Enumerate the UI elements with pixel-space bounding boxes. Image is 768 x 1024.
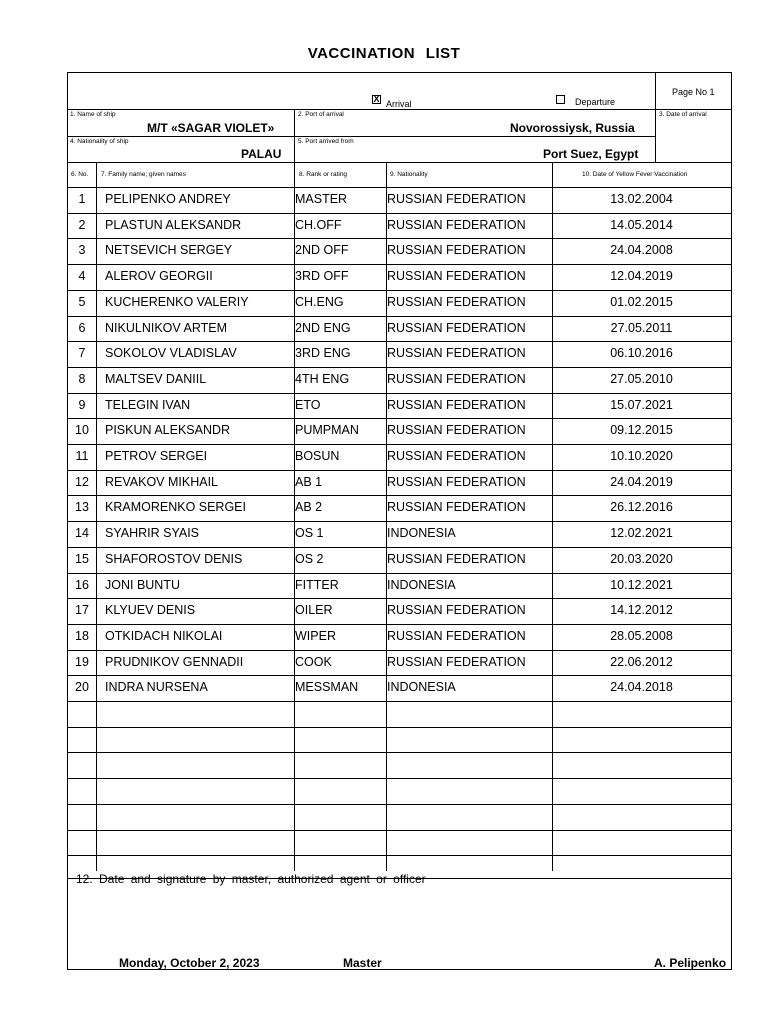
row-divider [68,804,731,805]
vaccination-date: 14.12.2012 [610,603,673,618]
crew-rank: WIPER [295,628,336,643]
crew-rank: PUMPMAN [295,423,359,438]
vaccination-date: 13.02.2004 [610,192,673,206]
document-title: VACCINATION LIST [307,45,461,62]
column-header-nationality: 9. Nationality [390,171,428,178]
vaccination-date: 14.05.2014 [610,217,673,232]
table-row [68,650,731,676]
row-divider [68,341,731,342]
crew-name: MALTSEV DANIIL [105,371,207,386]
row-number: 11 [75,449,89,463]
row-number: 20 [75,680,89,695]
column-header-no: 6. No. [71,171,89,178]
vaccination-date: 26.12.2016 [610,500,673,515]
table-row [68,624,731,650]
crew-rank: MASTER [295,192,348,206]
crew-name: PISKUN ALEKSANDR [105,423,231,438]
row-divider [68,521,731,522]
column-header-vaccination-date: 10. Date of Yellow Fever Vaccination [582,171,688,178]
crew-name: REVAKOV MIKHAIL [105,474,218,489]
crew-nationality: RUSSIAN FEDERATION [387,500,526,515]
vaccination-date: 28.05.2008 [610,628,673,643]
row-divider [68,830,731,831]
table-row [68,675,731,701]
table-row [68,470,731,496]
crew-nationality: RUSSIAN FEDERATION [387,449,526,463]
crew-nationality: RUSSIAN FEDERATION [387,551,526,566]
table-row [68,752,731,778]
crew-rank: OS 2 [295,551,324,566]
vaccination-date: 24.04.2018 [610,680,673,695]
table-row [68,290,731,316]
column-header-rank: 8. Rank or rating [299,171,348,178]
row-number: 5 [78,294,86,309]
crew-name: TELEGIN IVAN [105,397,191,412]
vaccination-date: 27.05.2011 [610,320,673,335]
crew-nationality: RUSSIAN FEDERATION [387,320,526,335]
vaccination-date: 01.02.2015 [610,294,673,309]
table-row [68,418,731,444]
crew-nationality: RUSSIAN FEDERATION [387,294,526,309]
column-header-name: 7. Family name; given names [101,171,186,178]
vaccination-date: 24.04.2008 [610,243,673,258]
table-row [68,778,731,804]
table-row [68,316,731,342]
crew-name: KUCHERENKO VALERIY [105,294,249,309]
row-divider [68,213,731,214]
table-row [68,547,731,573]
crew-name: INDRA NURSENA [105,680,208,695]
vaccination-date: 20.03.2020 [610,551,673,566]
row-number: 2 [78,217,86,232]
crew-name: PLASTUN ALEKSANDR [105,217,242,232]
crew-name: KRAMORENKO SERGEI [105,500,246,515]
date-arrival-label: 3. Date of arrival [659,111,707,118]
crew-nationality: RUSSIAN FEDERATION [387,474,526,489]
table-row [68,341,731,367]
crew-nationality: RUSSIAN FEDERATION [387,243,526,258]
row-number: 15 [75,551,89,566]
crew-nationality: RUSSIAN FEDERATION [387,192,526,206]
row-number: 9 [78,397,86,412]
crew-rank: OS 1 [295,526,324,541]
crew-nationality: RUSSIAN FEDERATION [387,423,526,438]
row-divider [68,650,731,651]
table-row [68,264,731,290]
vaccination-date: 27.05.2010 [610,371,673,386]
row-divider [68,701,731,702]
row-divider [68,264,731,265]
row-number: 1 [78,192,86,206]
crew-rank: 3RD OFF [295,269,349,284]
ship-name-label: 1. Name of ship [70,111,116,118]
table-row [68,830,731,856]
table-row [68,238,731,264]
header-divider [68,162,731,163]
row-number: 19 [75,654,89,669]
crew-rank: CH.ENG [295,294,344,309]
vaccination-date: 24.04.2019 [610,474,673,489]
signature-role: Master [343,956,382,970]
row-divider [68,547,731,548]
row-number: 14 [75,526,89,541]
row-number: 16 [75,577,89,592]
table-row [68,727,731,753]
crew-rank: COOK [295,654,332,669]
row-divider [68,778,731,779]
crew-rank: FITTER [295,577,339,592]
port-from-label: 5. Port arrived from [298,138,354,145]
crew-rank: BOSUN [295,449,340,463]
row-divider [68,752,731,753]
vaccination-date: 09.12.2015 [610,423,673,438]
crew-name: NETSEVICH SERGEY [105,243,233,258]
crew-rank: AB 2 [295,500,323,515]
row-number: 8 [78,371,86,386]
row-number: 13 [75,500,89,515]
crew-name: KLYUEV DENIS [105,603,196,618]
crew-name: PETROV SERGEI [105,449,208,463]
crew-rank: OILER [295,603,333,618]
row-divider [68,855,731,856]
crew-nationality: INDONESIA [387,680,456,695]
row-divider [68,598,731,599]
row-divider [68,727,731,728]
vaccination-date: 06.10.2016 [610,346,673,361]
departure-checkbox[interactable] [556,95,565,104]
ship-nationality-label: 4. Nationality of ship [70,138,129,145]
crew-rank: 4TH ENG [295,371,350,386]
table-row [68,495,731,521]
vaccination-date: 15.07.2021 [610,397,673,412]
crew-nationality: RUSSIAN FEDERATION [387,603,526,618]
row-number: 12 [75,474,89,489]
header-divider [294,109,295,162]
row-divider [68,675,731,676]
table-row [68,393,731,419]
page-number: Page No 1 [672,87,715,97]
table-row [68,521,731,547]
departure-label: Departure [575,97,616,107]
table-row [68,213,731,239]
crew-rank: AB 1 [295,474,323,489]
row-number: 7 [78,346,86,361]
crew-name: PELIPENKO ANDREY [105,192,231,206]
row-number: 18 [75,628,89,643]
crew-name: NIKULNIKOV ARTEM [105,320,228,335]
port-from: Port Suez, Egypt [543,147,639,161]
row-divider [68,444,731,445]
crew-name: PRUDNIKOV GENNADII [105,654,244,669]
crew-name: SHAFOROSTOV DENIS [105,551,243,566]
row-divider [68,418,731,419]
crew-nationality: INDONESIA [387,526,456,541]
row-number: 10 [75,423,89,438]
crew-rank: 2ND OFF [295,243,349,258]
crew-nationality: RUSSIAN FEDERATION [387,346,526,361]
row-number: 4 [78,269,86,284]
row-divider [68,367,731,368]
row-divider [68,316,731,317]
crew-name: OTKIDACH NIKOLAI [105,628,223,643]
crew-rank: ETO [295,397,321,412]
table-row [68,367,731,393]
row-divider [68,495,731,496]
table-row [68,598,731,624]
crew-name: ALEROV GEORGII [105,269,213,284]
vaccination-date: 10.10.2020 [610,449,673,463]
row-number: 17 [75,603,89,618]
signature-label: 12. Date and signature by master, authorized agent or officer [76,872,426,886]
crew-name: SOKOLOV VLADISLAV [105,346,237,361]
crew-rank: 3RD ENG [295,346,351,361]
row-divider [68,624,731,625]
crew-nationality: RUSSIAN FEDERATION [387,397,526,412]
arrival-checkbox[interactable]: X [373,94,380,104]
table-row [68,804,731,830]
crew-nationality: INDONESIA [387,577,456,592]
row-divider [68,470,731,471]
crew-rank: 2ND ENG [295,320,351,335]
signer-name: A. Pelipenko [654,956,727,970]
vaccination-date: 12.02.2021 [610,526,673,541]
table-row [68,701,731,727]
port-arrival-label: 2. Port of arrival [298,111,344,118]
vaccination-date: 10.12.2021 [610,577,673,592]
table-row [68,187,731,213]
row-divider [68,393,731,394]
table-row [68,573,731,599]
vaccination-date: 12.04.2019 [610,269,673,284]
arrival-label: Arrival [386,99,412,109]
crew-nationality: RUSSIAN FEDERATION [387,628,526,643]
row-number: 6 [78,320,86,335]
header-divider [68,136,656,137]
crew-rank: MESSMAN [295,680,359,695]
crew-rank: CH.OFF [295,217,342,232]
row-number: 3 [78,243,86,258]
ship-name: M/T «SAGAR VIOLET» [147,121,275,135]
header-divider [655,73,656,162]
row-divider [68,290,731,291]
ship-nationality: PALAU [241,147,282,161]
vaccination-date: 22.06.2012 [610,654,673,669]
crew-name: SYAHRIR SYAIS [105,526,200,541]
crew-nationality: RUSSIAN FEDERATION [387,654,526,669]
table-row [68,444,731,470]
crew-nationality: RUSSIAN FEDERATION [387,371,526,386]
crew-nationality: RUSSIAN FEDERATION [387,269,526,284]
row-divider [68,573,731,574]
crew-name: JONI BUNTU [105,577,180,592]
row-divider [68,238,731,239]
header-divider [68,109,731,110]
crew-nationality: RUSSIAN FEDERATION [387,217,526,232]
signature-date: Monday, October 2, 2023 [119,956,260,970]
port-arrival: Novorossiysk, Russia [510,121,635,135]
